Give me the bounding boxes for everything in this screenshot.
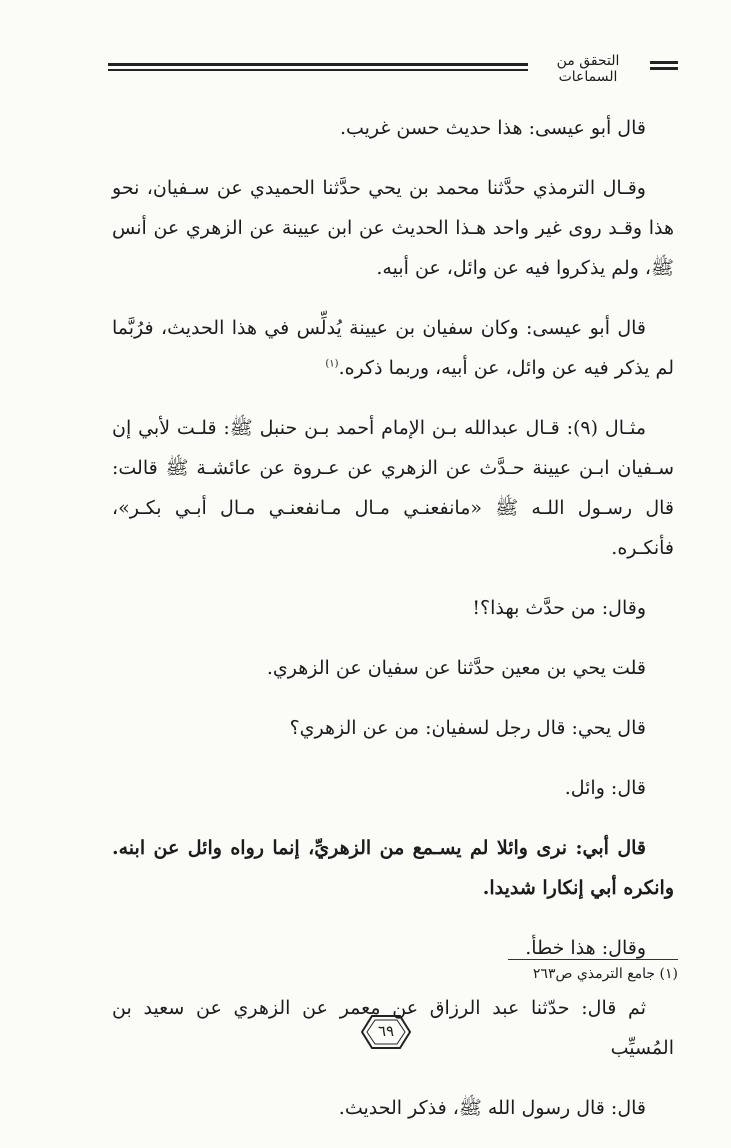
paragraph: قال: وائل. [564, 777, 646, 799]
running-header [108, 53, 678, 85]
footnote: (١) جامع الترمذي ص٢٦٣ [532, 966, 678, 982]
paragraph: وقال: من حدَّث بهذا؟! [472, 597, 646, 619]
header-rule [108, 63, 528, 66]
page-number: ٦٩ [377, 1022, 395, 1040]
page-number-ornament [358, 1012, 414, 1052]
paragraph-bold: قال أبي: نرى وائلا لم يسـمع من الزهريِّ، إنما رواه وائل عن ابنه. وانكره أبي إنكارا شديدا. [112, 837, 674, 899]
header-dash-lower [650, 67, 678, 70]
paragraph: قال أبو عيسى: وكان سفيان بن عيينة يُدلِّس في هذا الحديث، فرُبَّما لم يذكر فيه عن وائل، عن أبيه، وربما ذكره.$^{(١)}$ [112, 317, 674, 379]
paragraph: قلت يحي بن معين حدَّثنا عن سفيان عن الزهري. [266, 657, 646, 679]
header-rule-thin [108, 69, 528, 71]
footnote-marker: (١) [325, 358, 339, 370]
header-dash [650, 61, 678, 64]
running-title: التحقق من السماعات [556, 53, 620, 85]
paragraph: مثـال (٩): قـال عبدالله بـن الإمام أحمد بـن حنبل ﷺ: قلـت لأبي إن سـفيان ابـن عيينة حـدَّث عن الزهري عن عـروة عن عائشـة ﷺ قالت: قال رسـول اللـه ﷺ «مانفعنـي مـال مـانفعنـي مـال أبـي بكـر»، فأنكـره. [112, 417, 674, 559]
paragraph: ثم قال: حدّثنا عبد الرزاق عن معمر عن الزهري عن سعيد بن المُسيِّب [112, 997, 674, 1059]
body-text [112, 108, 674, 1148]
paragraph: وقال: هذا خطأ. [525, 937, 646, 959]
paragraph: قال أبو عيسى: هذا حديث حسن غريب. [339, 117, 646, 139]
paragraph: قال يحي: قال رجل لسفيان: من عن الزهري؟ [289, 717, 646, 739]
footnote-rule [508, 959, 678, 960]
paragraph: قال: قال رسول الله ﷺ، فذكر الحديث. [338, 1097, 646, 1119]
paragraph: وقـال الترمذي حدَّثنا محمد بن يحي حدَّثنا الحميدي عن سـفيان، نحو هذا وقـد روى غير واحد هـذا الحديث عن ابن عيينة عن الزهري عن أنس ﷺ، ولم يذكروا فيه عن وائل، عن أبيه. [112, 177, 674, 279]
